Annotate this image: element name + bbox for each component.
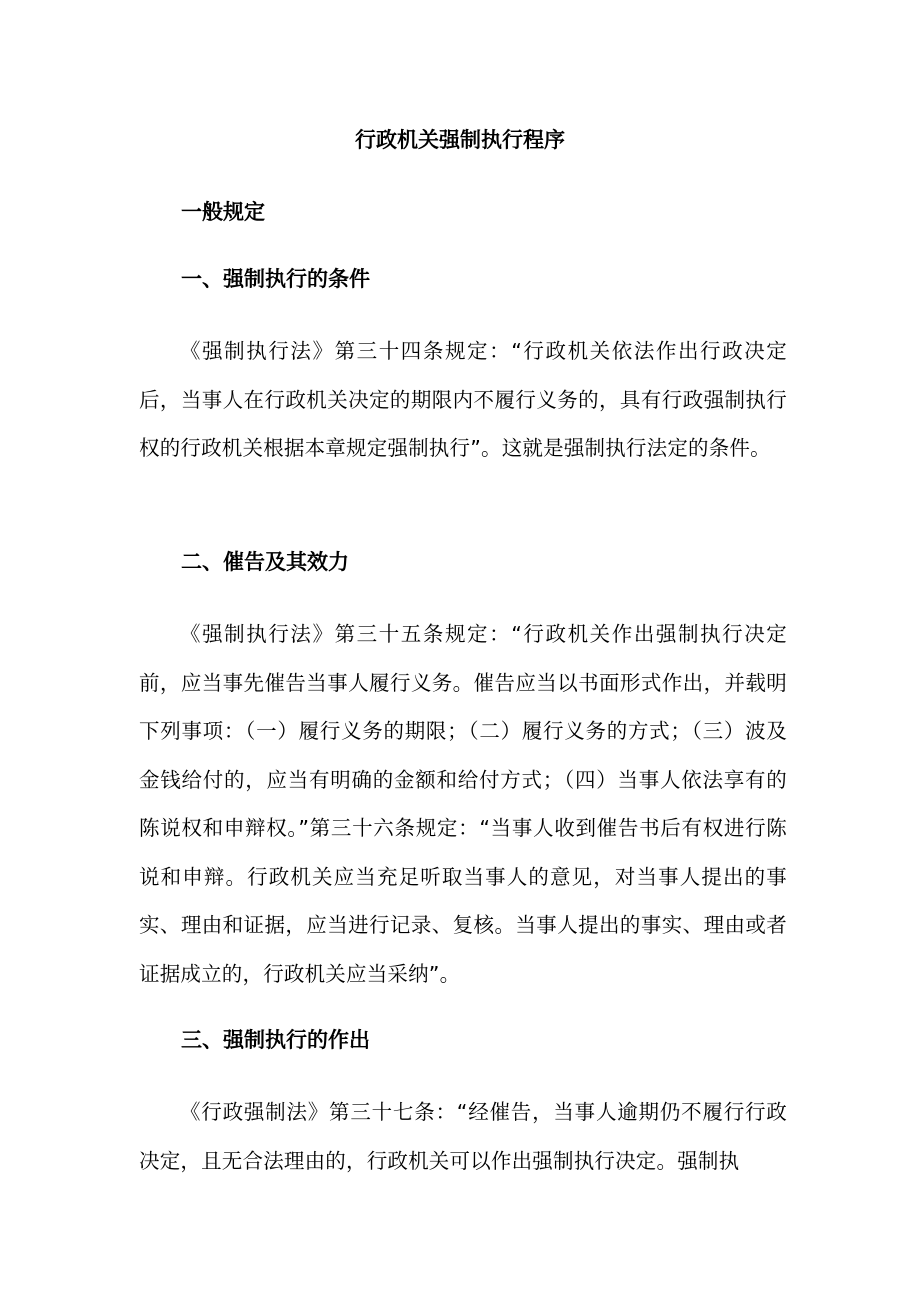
- section-2-heading: 二、催告及其效力: [181, 550, 349, 574]
- section-1-heading: 一、强制执行的条件: [181, 267, 370, 291]
- section-3-body: 《行政强制法》第三十七条：“经催告，当事人逾期仍不履行行政决定，且无合法理由的，行政机关可以作出强制执行决定。强制执: [139, 1100, 787, 1173]
- document-title: 行政机关强制执行程序: [355, 128, 565, 152]
- section-3-heading: 三、强制执行的作出: [181, 1028, 370, 1052]
- section-2-body: 《强制执行法》第三十五条规定：“行政机关作出强制执行决定前，应当事先催告当事人履行义务。催告应当以书面形式作出，并载明下列事项：（一）履行义务的期限；（二）履行义务的方式；（三）波及金钱给付的，应当有明确的金额和给付方式；（四）当事人依法享有的陈说权和申辩权。”第三十六条规定：“当事人收到催告书后有权进行陈说和申辩。行政机关应当充足听取当事人的意见，对当事人提出的事实、理由和证据，应当进行记录、复核。当事人提出的事实、理由或者证据成立的，行政机关应当采纳”。: [139, 622, 787, 986]
- general-provisions-heading: 一般规定: [181, 200, 265, 224]
- section-1-body: 《强制执行法》第三十四条规定：“行政机关依法作出行政决定后，当事人在行政机关决定的期限内不履行义务的，具有行政强制执行权的行政机关根据本章规定强制执行”。这就是强制执行法定的条件。: [139, 339, 787, 460]
